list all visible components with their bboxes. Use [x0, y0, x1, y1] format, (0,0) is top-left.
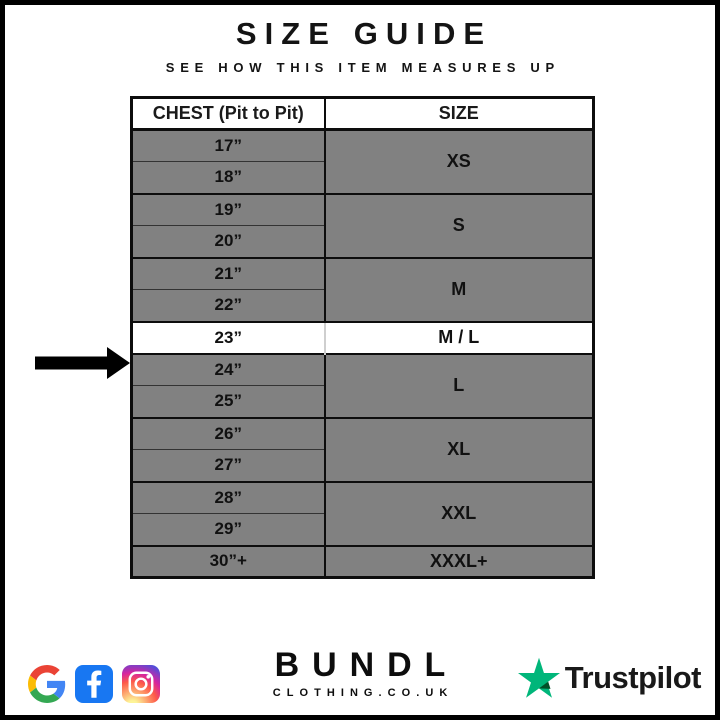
- size-cell: XXL: [325, 482, 594, 546]
- chest-cell: 18”: [132, 162, 325, 194]
- column-header-size: SIZE: [325, 98, 594, 130]
- chest-cell: 17”: [132, 130, 325, 162]
- chest-cell: 30”+: [132, 546, 325, 578]
- table-row: [132, 418, 594, 450]
- brand-domain: CLOTHING.CO.UK: [272, 687, 454, 699]
- chest-cell: 24”: [132, 354, 325, 386]
- row-pointer-arrow-icon: [35, 346, 130, 380]
- trustpilot-badge[interactable]: [518, 657, 701, 699]
- page-subtitle: SEE HOW THIS ITEM MEASURES UP: [165, 60, 560, 75]
- trustpilot-label: Trustpilot: [564, 660, 701, 695]
- table-row: [132, 130, 594, 162]
- size-cell: L: [325, 354, 594, 418]
- chest-cell-highlighted: 23”: [132, 322, 325, 354]
- chest-cell: 28”: [132, 482, 325, 514]
- chest-cell: 21”: [132, 258, 325, 290]
- chest-cell: 22”: [132, 290, 325, 322]
- size-cell: XS: [325, 130, 594, 194]
- table-row: [132, 194, 594, 226]
- page-title: SIZE GUIDE: [235, 16, 493, 51]
- highlighted-table-row: [132, 322, 594, 354]
- size-cell: M: [325, 258, 594, 322]
- column-header-chest: CHEST (Pit to Pit): [132, 98, 325, 130]
- table-row: [132, 354, 594, 386]
- size-guide-table: [130, 96, 595, 579]
- chest-cell: 27”: [132, 450, 325, 482]
- chest-cell: 19”: [132, 194, 325, 226]
- size-cell-highlighted: M / L: [325, 322, 594, 354]
- chest-cell: 20”: [132, 226, 325, 258]
- table-row: [132, 546, 594, 578]
- trustpilot-star-icon: [518, 657, 560, 699]
- table-row: [132, 482, 594, 514]
- chest-cell: 29”: [132, 514, 325, 546]
- size-cell: XXXL+: [325, 546, 594, 578]
- size-cell: S: [325, 194, 594, 258]
- size-cell: XL: [325, 418, 594, 482]
- table-header-row: [132, 98, 594, 130]
- chest-cell: 25”: [132, 386, 325, 418]
- brand-name: BUNDL: [274, 646, 459, 684]
- table-row: [132, 258, 594, 290]
- chest-cell: 26”: [132, 418, 325, 450]
